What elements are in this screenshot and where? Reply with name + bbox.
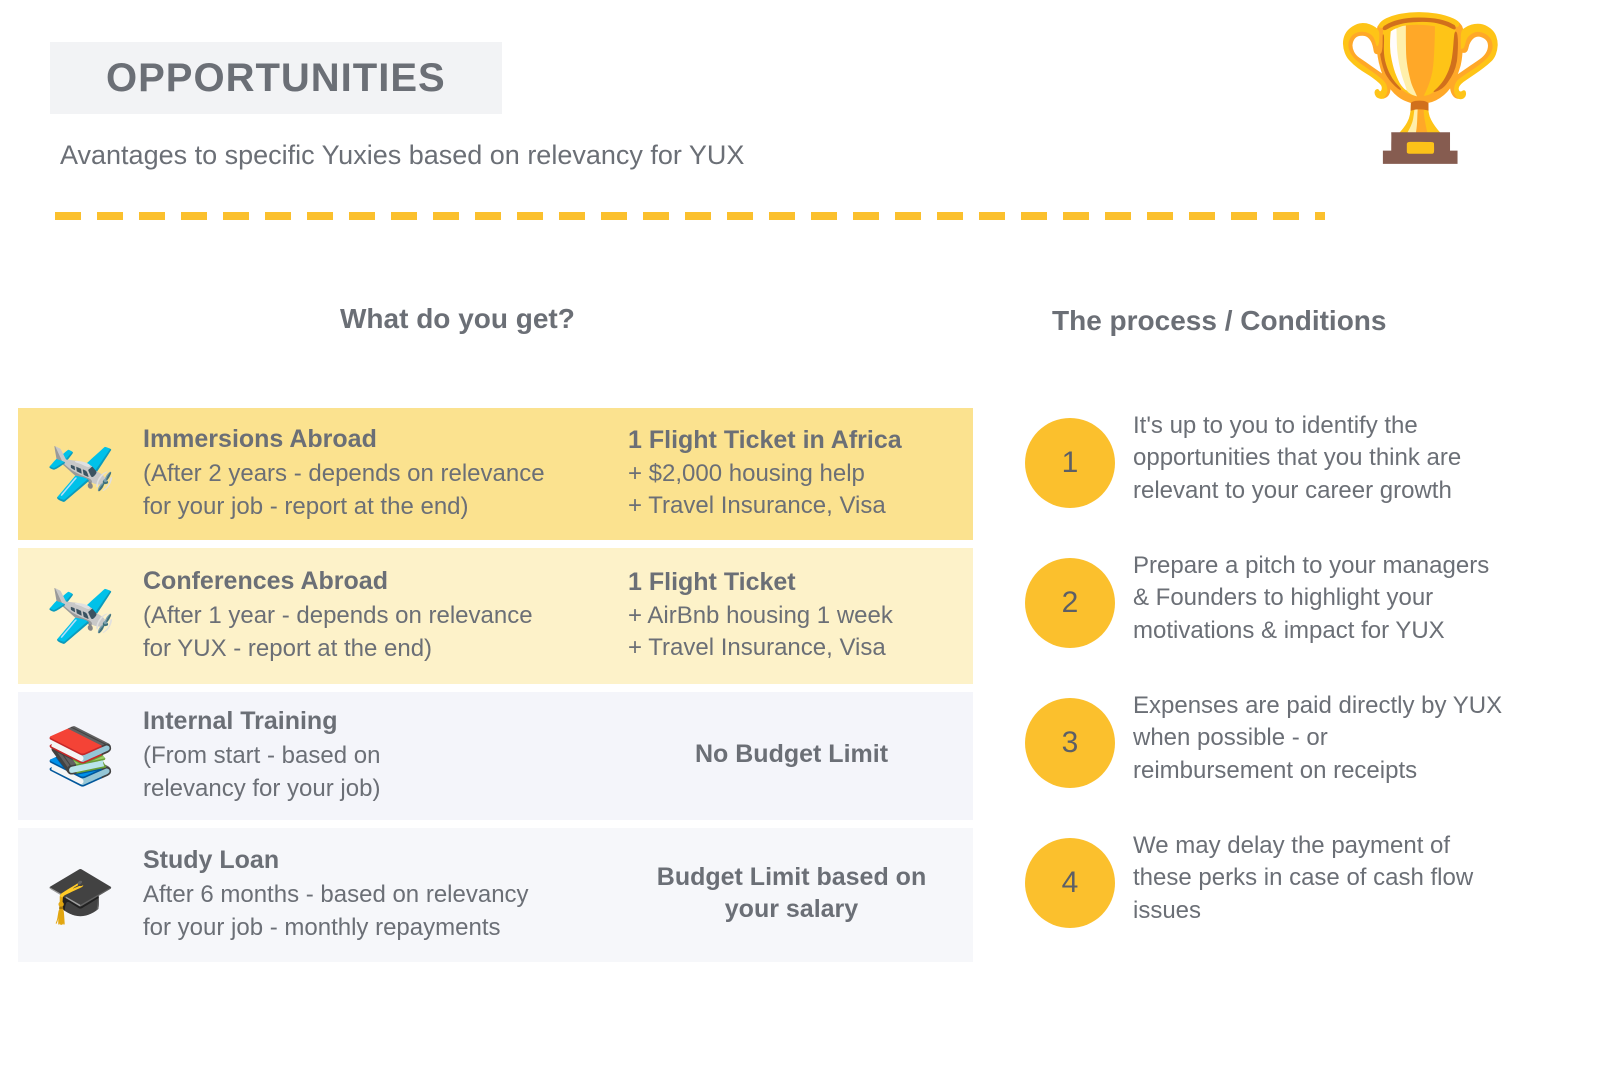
page-title-banner: [50, 42, 502, 114]
step-line-2: these perks in case of cash flow: [1133, 864, 1474, 892]
benefit-row: [18, 828, 973, 962]
step-number-badge: 1: [1025, 418, 1115, 508]
benefit-value: [628, 740, 973, 772]
benefit-title: Study Loan: [143, 846, 280, 875]
benefit-subtitle-line2: for your job - report at the end): [143, 492, 469, 520]
process-steps: [1025, 400, 1570, 960]
step-number-badge: 4: [1025, 838, 1115, 928]
step-line-1: We may delay the payment of: [1133, 832, 1451, 859]
step-line-1: Prepare a pitch to your managers: [1133, 552, 1490, 579]
benefit-title: Internal Training: [143, 707, 338, 736]
benefit-row: [18, 408, 973, 540]
benefit-value-title: Budget Limit based on: [656, 863, 927, 891]
benefit-value-line1: + $2,000 housing help: [628, 459, 865, 487]
step-line-2: opportunities that you think are: [1133, 444, 1462, 472]
benefit-subtitle-line1: After 6 months - based on relevancy: [143, 881, 529, 909]
trophy-icon: 🏆: [1333, 9, 1508, 166]
step-line-3: motivations & impact for YUX: [1133, 616, 1445, 644]
benefit-value: [628, 568, 973, 665]
benefit-value: [628, 426, 973, 523]
benefit-subtitle-line1: (After 1 year - depends on relevance: [143, 602, 533, 630]
benefit-value: [628, 863, 973, 927]
benefit-row: [18, 548, 973, 684]
benefit-value-title: 1 Flight Ticket in Africa: [628, 425, 902, 454]
step-line-3: relevant to your career growth: [1133, 476, 1452, 504]
process-step: [1025, 540, 1570, 648]
benefit-subtitle-line2: for your job - monthly repayments: [143, 913, 501, 941]
process-step: [1025, 680, 1570, 788]
graduation-cap-icon: 🎓: [45, 863, 116, 926]
right-column-heading: The process / Conditions: [1052, 305, 1387, 336]
books-icon: 📚: [45, 724, 116, 787]
step-line-3: reimbursement on receipts: [1133, 756, 1418, 784]
step-text: [1115, 540, 1489, 647]
benefit-value-line2: + Travel Insurance, Visa: [628, 634, 886, 661]
dashed-divider: [55, 212, 1325, 220]
benefit-value-title: No Budget Limit: [694, 740, 889, 768]
step-line-1: Expenses are paid directly by YUX: [1133, 692, 1503, 719]
benefits-list: [18, 408, 973, 970]
step-number-badge: 3: [1025, 698, 1115, 788]
benefit-description: [143, 846, 628, 944]
benefit-value-line1: + AirBnb housing 1 week: [628, 601, 893, 629]
step-line-1: It's up to you to identify the: [1133, 412, 1418, 439]
benefit-row: [18, 692, 973, 820]
step-text: [1115, 680, 1502, 787]
left-column-heading: What do you get?: [340, 303, 575, 334]
step-text: [1115, 400, 1461, 507]
benefit-value-line1: your salary: [724, 895, 859, 923]
benefit-description: [143, 567, 628, 665]
step-text: [1115, 820, 1473, 927]
airplane-icon: 🛩️: [45, 584, 116, 647]
page-subtitle: Avantages to specific Yuxies based on relevancy for YUX: [60, 140, 745, 170]
process-step: [1025, 820, 1570, 928]
benefit-subtitle-line1: (From start - based on: [143, 742, 381, 770]
benefit-subtitle-line2: for YUX - report at the end): [143, 634, 433, 662]
benefit-subtitle-line1: (After 2 years - depends on relevance: [143, 460, 545, 488]
step-line-2: & Founders to highlight your: [1133, 584, 1434, 612]
process-step: [1025, 400, 1570, 508]
benefit-title: Immersions Abroad: [143, 425, 377, 454]
page-title: OPPORTUNITIES: [106, 56, 446, 100]
benefit-value-title: 1 Flight Ticket: [628, 567, 796, 596]
benefit-value-line2: + Travel Insurance, Visa: [628, 492, 886, 519]
step-line-3: issues: [1133, 896, 1202, 924]
step-line-2: when possible - or: [1133, 724, 1328, 752]
step-number-badge: 2: [1025, 558, 1115, 648]
benefit-title: Conferences Abroad: [143, 567, 388, 596]
airplane-icon: 🛩️: [45, 442, 116, 505]
benefit-description: [143, 425, 628, 523]
benefit-description: [143, 707, 628, 805]
benefit-subtitle-line2: relevancy for your job): [143, 774, 381, 802]
